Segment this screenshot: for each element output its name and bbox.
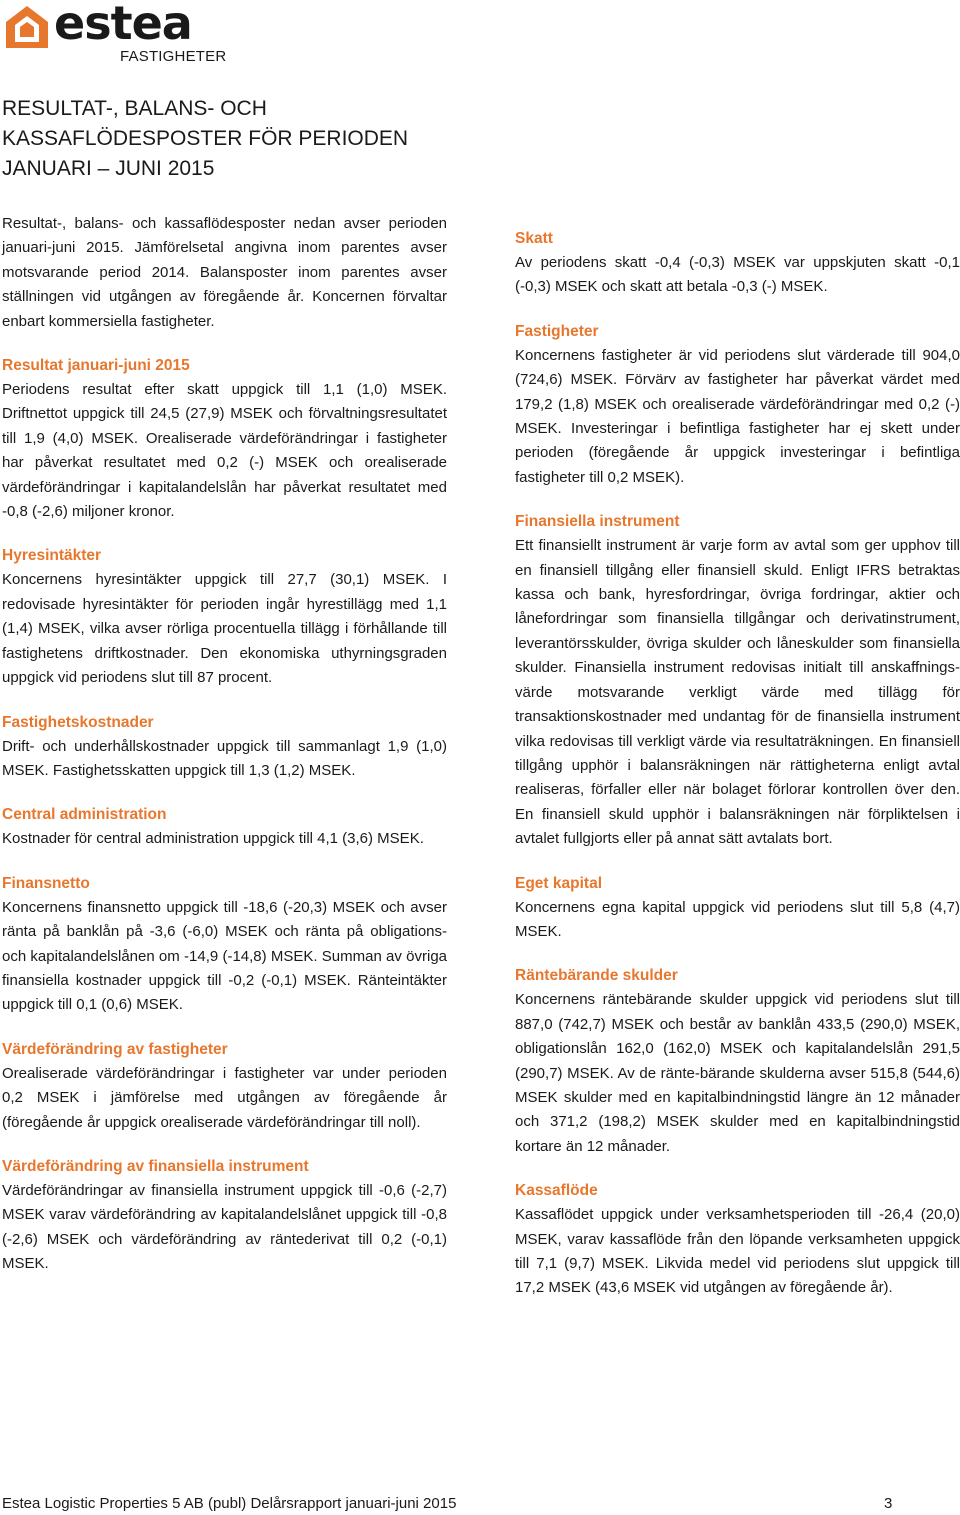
section-resultat xyxy=(2,354,447,524)
section-heading: Finansiella instrument xyxy=(515,513,680,531)
section-body: Kassaflödet uppgick under verksamhetsperioden till -26,4 (20,0) MSEK, varav kassaflöde från den löpande verksamheten uppgick till 7,1 (9,7) MSEK. Likvida medel vid periodens slut uppgick till 17,2 MSEK (43,6 MSEK vid utgången av föregående år). xyxy=(515,1206,960,1297)
logo-subtext: FASTIGHETER xyxy=(120,48,227,65)
section-body: Drift- och underhållskostnader uppgick till sammanlagt 1,9 (1,0) MSEK. Fastighetsskatten uppgick till 1,3 (1,2) MSEK. xyxy=(2,737,447,779)
footer-text: Estea Logistic Properties 5 AB (publ) Delårsrapport januari-juni 2015 xyxy=(2,1495,457,1512)
intro-paragraph: Resultat-, balans- och kassaflödesposter nedan avser perioden januari-juni 2015. Jämförelsetal angivna inom parentes avser motsvarande period 2014. Balansposter inom parentes avser ställningen vid utgången av föregående år. Koncernen förvaltar enbart kommersiella fastigheter. xyxy=(2,215,447,330)
section-body: Koncernens fastigheter är vid periodens slut värderade till 904,0 (724,6) MSEK. Förvärv av fastigheter har påverkat värdet med 179,2 (1,8) MSEK och orealiserade värdeförändringar med 0,2 (-) MSEK. Investeringar i befintliga fastigheter har ej skett under perioden (föregående år uppgick investeringar i befintliga fastigheter till 0,2 MSEK). xyxy=(515,346,960,486)
section-heading: Skatt xyxy=(515,230,553,247)
section-body: Värdeförändringar av finansiella instrument uppgick till -0,6 (-2,7) MSEK varav värdeförändring av kapitalandelslånet uppgick till -0,8 (-2,6) MSEK och värdeförändring av räntederivat till 0,2 (-0,1) MSEK. xyxy=(2,1181,447,1273)
section-heading: Fastigheter xyxy=(515,322,599,340)
section-vardeforandring-finansiella-instrument xyxy=(2,1155,447,1277)
section-heading: Eget kapital xyxy=(515,874,602,892)
section-finansiella-instrument xyxy=(515,510,960,851)
section-body: Koncernens hyresintäkter uppgick till 27,7 (30,1) MSEK. I redovisade hyresintäkter för perioden ingår hyrestillägg med 1,1 (1,4) MSEK, vilka avser rörliga procentuella tillägg i förhållande till fastighetens driftkostnader. Den ekonomiska uthyrningsgraden uppgick vid periodens slut till 87 procent. xyxy=(2,571,447,687)
section-fastighetskostnader xyxy=(2,711,447,784)
section-hyresintakter xyxy=(2,544,447,690)
section-skatt xyxy=(515,227,960,300)
section-body: Av periodens skatt -0,4 (-0,3) MSEK var uppskjuten skatt -0,1 (-0,3) MSEK och skatt att betala -0,3 (-) MSEK. xyxy=(515,254,960,296)
section-heading: Räntebärande skulder xyxy=(515,967,678,985)
company-logo xyxy=(4,2,264,68)
section-body: Koncernens räntebärande skulder uppgick vid periodens slut till 887,0 (742,7) MSEK och består av banklån 433,5 (290,0) MSEK, obligationslån 162,0 (162,0) MSEK och kapitalandelslån 291,5 (290,7) MSEK. Av de ränte-bärande skulderna avser 515,8 (544,6) MSEK skulder med en kapitalbindningstid längre än 12 månader och 371,2 (198,2) MSEK skulder med en kapitalbindningstid kortare än 12 månader. xyxy=(515,991,960,1155)
section-body: Kostnader för central administration uppgick till 4,1 (3,6) MSEK. xyxy=(2,830,424,848)
right-column xyxy=(515,227,960,1301)
section-vardeforandring-fastigheter xyxy=(2,1038,447,1135)
section-eget-kapital xyxy=(515,872,960,945)
section-body: Koncernens finansnetto uppgick till -18,6 (-20,3) MSEK och avser ränta på banklån på -3,6 (-6,0) MSEK och ränta på obligations- och kapitalandelslånen om -14,9 (-14,8) MSEK. Summan av övriga finansiella kostnader uppgick till -0,2 (-0,1) MSEK. Ränteintäkter uppgick till 0,1 (0,6) MSEK. xyxy=(2,898,447,1014)
section-heading: Resultat januari-juni 2015 xyxy=(2,357,190,375)
section-body: Orealiserade värdeförändringar i fastigheter var under perioden 0,2 MSEK i jämförelse med utgången av föregående år (föregående år uppgick orealiserade värdeförändringar till noll). xyxy=(2,1064,447,1131)
section-rantebarande-skulder xyxy=(515,964,960,1159)
section-central-administration xyxy=(2,803,447,851)
section-body: Ett finansiellt instrument är varje form av avtal som ger upphov till en finansiell tillgång eller finansiell skuld. Enligt IFRS betraktas kassa och bank, hyresfordringar, övriga fordringar, aktier och lånefordringar som finansiella tillgångar och derivatinstrument, leverantörsskulder, övriga skulder och låneskulder som finansiella skulder. Finansiella instrument redovisas initialt till anskaffnings-värde motsvarande verkligt värde med tillägg för transaktionskostnader med undantag för de finansiella instrument vilka redovisas till verkligt värde via resultaträkningen. En finansiell tillgång upphör i balansräkningen när rättigheterna enligt avtal realiseras, förfaller eller när bolaget förlorar kontrollen över den. En finansiell skuld upphör i balansräkningen när förpliktelsen i avtalet fullgjorts eller på annat sätt avtalats bort. xyxy=(515,537,960,848)
section-heading: Värdeförändring av fastigheter xyxy=(2,1040,228,1058)
section-heading: Central administration xyxy=(2,806,167,824)
section-body: Koncernens egna kapital uppgick vid periodens slut till 5,8 (4,7) MSEK. xyxy=(515,898,960,940)
section-fastigheter xyxy=(515,320,960,490)
page-title xyxy=(2,94,452,184)
title-line-2: KASSAFLÖDESPOSTER FÖR PERIODEN xyxy=(2,127,409,150)
section-heading: Finansnetto xyxy=(2,874,90,892)
left-column xyxy=(2,212,447,1277)
section-heading: Värdeförändring av finansiella instrument xyxy=(2,1157,309,1175)
section-body: Periodens resultat efter skatt uppgick till 1,1 (1,0) MSEK. Driftnettot uppgick till 24,5 (27,9) MSEK och förvaltningsresultatet till 1,9 (4,0) MSEK. Orealiserade värdeförändringar i fastigheter har påverkat resultatet med 0,2 (-) MSEK och orealiserade värdeförändringar i kapitalandelslån har påverkat resultatet med -0,8 (-2,6) miljoner kronor. xyxy=(2,381,447,521)
page-number: 3 xyxy=(884,1495,893,1512)
section-heading: Fastighetskostnader xyxy=(2,713,154,731)
section-finansnetto xyxy=(2,872,447,1018)
section-heading: Hyresintäkter xyxy=(2,547,102,565)
section-kassaflode xyxy=(515,1179,960,1301)
title-line-3: JANUARI – JUNI 2015 xyxy=(2,157,215,180)
title-line-1: RESULTAT-, BALANS- OCH xyxy=(2,97,267,120)
section-heading: Kassaflöde xyxy=(515,1182,598,1200)
logo-wordmark: estea xyxy=(54,0,192,50)
house-icon xyxy=(4,4,50,50)
